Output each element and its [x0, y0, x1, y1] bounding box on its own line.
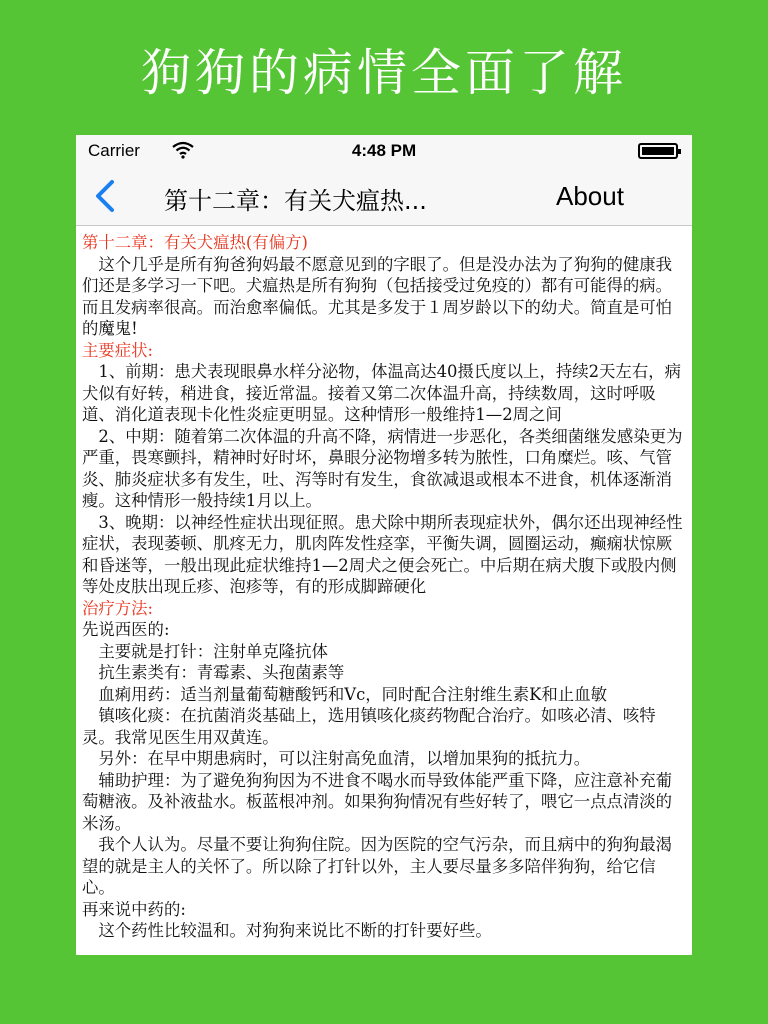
status-bar: [76, 135, 692, 167]
symptoms-heading: 主要症状:: [82, 340, 154, 360]
treatment-paragraph: 抗生素类有：青霉素、头孢菌素等: [98, 663, 345, 682]
carrier-label: Carrier: [88, 141, 140, 160]
about-button[interactable]: About: [556, 181, 624, 211]
western-intro: 先说西医的:: [82, 620, 170, 639]
treatment-paragraph: 主要就是打针：注射单克隆抗体: [98, 641, 328, 661]
treatment-paragraph: 另外：在早中期患病时，可以注射高免血清，以增加果狗的抵抗力。: [98, 749, 591, 768]
treatment-paragraph: 血痢用药：适当剂量葡萄糖酸钙和Vc，同时配合注射维生素K和止血敏: [98, 684, 607, 704]
treatment-heading: 治疗方法:: [82, 598, 154, 618]
treatment-paragraph: 辅助护理：为了避免狗狗因为不进食不喝水而导致体能严重下降，应注意补充葡萄糖液。及补液盐水。板蓝根冲剂。如果狗狗情况有些好转了，喂它一点点清淡的米汤。: [82, 770, 673, 833]
chinese-intro: 再来说中药的:: [82, 899, 186, 919]
chinese-paragraph: 这个药性比较温和。对狗狗来说比不断的打针要好些。: [98, 921, 492, 940]
symptom-paragraph: 1、前期：患犬表现眼鼻水样分泌物，体温高达40摄氏度以上，持续2天左右，病犬似有好转，稍进食，接近常温。接着又第二次体温升高，持续数周，这时呼吸道、消化道表现卡化性炎症更明显。这种情形一般维持1—2周之间: [82, 362, 681, 424]
battery-icon: [638, 143, 678, 159]
navigation-bar: [76, 167, 692, 226]
device-screen: [76, 135, 692, 955]
treatment-paragraph: 镇咳化痰：在抗菌消炎基础上，选用镇咳化痰药物配合治疗。如咳必清、咳特灵。我常见医生用双黄连。: [82, 706, 656, 747]
article-heading: 第十二章：有关犬瘟热(有偏方): [82, 233, 308, 252]
article-body: [76, 226, 692, 942]
treatment-paragraph: 我个人认为。尽量不要让狗狗住院。因为医院的空气污杂，而且病中的狗狗最渴望的就是主人的关怀了。所以除了打针以外，主人要尽量多多陪伴狗狗，给它信心。: [82, 835, 673, 897]
symptom-paragraph: 2、中期：随着第二次体温的升高不降，病情进一步恶化，各类细菌继发感染更为严重，畏寒颤抖，精神时好时坏，鼻眼分泌物增多转为脓性，口角糜烂。咳、气管炎、肺炎症状多有发生，吐、泻等时有发生，食欲减退或根本不进食，机体逐渐消瘦。这种情形一般持续1月以上。: [82, 426, 683, 510]
banner-title: 狗狗的病情全面了解: [141, 44, 627, 102]
status-time: 4:48 PM: [351, 141, 417, 160]
symptom-paragraph: 3、晚期：以神经性症状出现征照。患犬除中期所表现症状外，偶尔还出现神经性症状，表现萎顿、肌疼无力，肌肉阵发性痉挛，平衡失调，圆圈运动，癫痫状惊厥和昏迷等，一般出现此症状维持1—2周犬之便会死亡。中后期在病犬腹下或股内侧等处皮肤出现丘疹、泡疹等，有的形成脚蹄硬化: [82, 512, 683, 596]
nav-title: 第十二章：有关犬瘟热...: [164, 187, 427, 215]
back-chevron-icon[interactable]: [92, 179, 118, 213]
article-intro: 这个几乎是所有狗爸狗妈最不愿意见到的字眼了。但是没办法为了狗狗的健康我们还是多学习一下吧。犬瘟热是所有狗狗（包括接受过免疫的）都有可能得的病。而且发病率很高。而治愈率偏低。尤其是多发于１周岁龄以下的幼犬。简直是可怕的魔鬼!: [82, 254, 673, 338]
